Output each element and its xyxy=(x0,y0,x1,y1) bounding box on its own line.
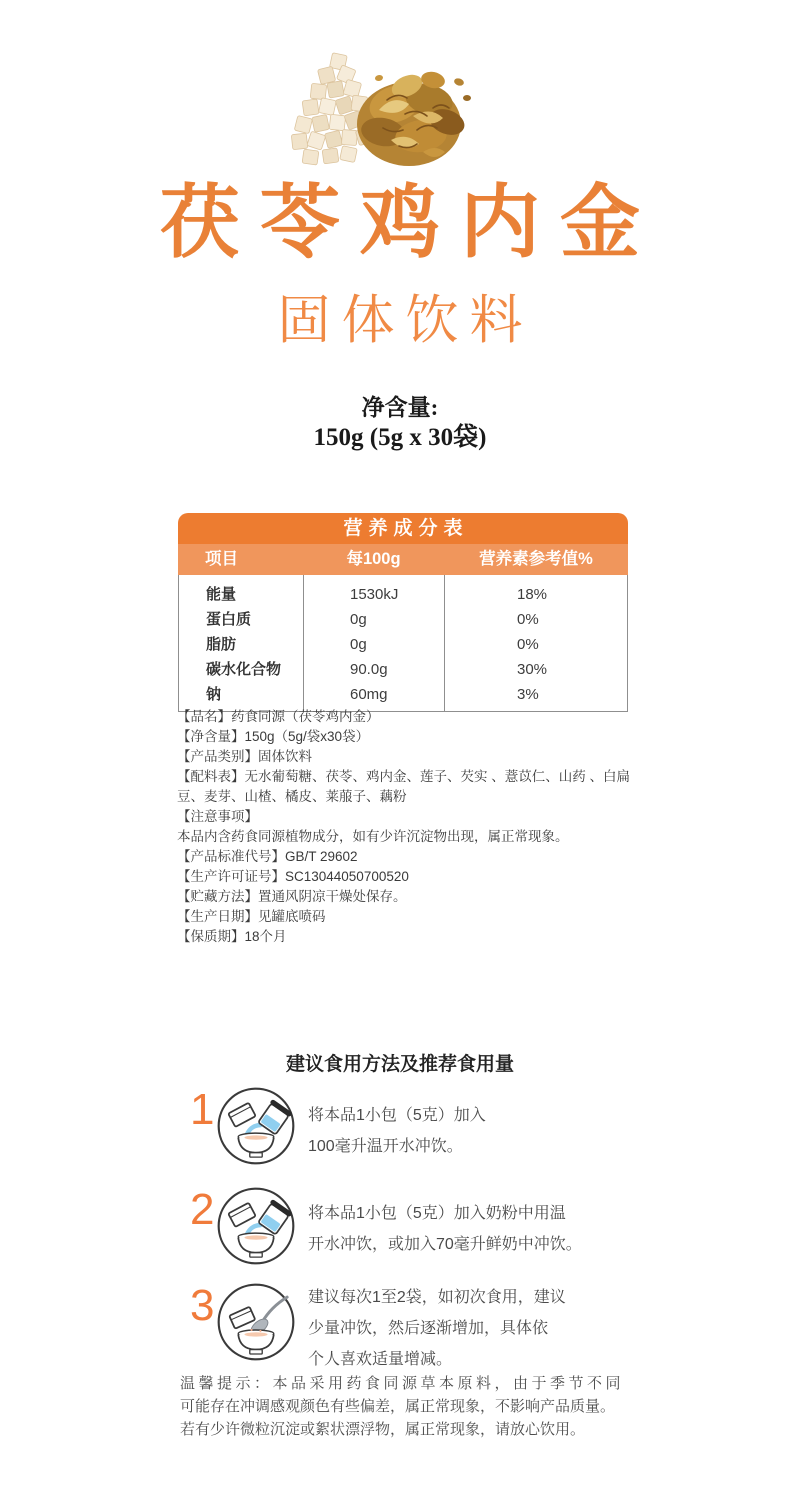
nutrition-item-name: 脂肪 xyxy=(206,636,237,653)
step-text-line: 建议每次1至2袋，如初次食用，建议 xyxy=(308,1289,566,1306)
nutrition-table xyxy=(178,513,628,712)
step-text-line: 将本品1小包（5克）加入奶粉中用温 xyxy=(308,1205,566,1222)
nutrition-per100g-value: 1530kJ xyxy=(350,586,399,603)
usage-step-3 xyxy=(190,1282,566,1375)
detail-line: 【贮藏方法】置通风阴凉干燥处保存。 xyxy=(177,889,407,904)
step-text-line: 个人喜欢适量增减。 xyxy=(308,1351,453,1368)
step-text-line: 开水冲饮，或加入70毫升鲜奶中冲饮。 xyxy=(308,1236,582,1253)
detail-line: 本品内含药食同源植物成分，如有少许沉淀物出现，属正常现象。 xyxy=(177,829,569,844)
sachet-spoon-bowl-icon xyxy=(216,1282,296,1362)
nutrition-nrv-value: 18% xyxy=(517,586,548,603)
nutrition-item-name: 钠 xyxy=(206,686,222,703)
step-number: 3 xyxy=(190,1281,215,1330)
net-content-value: 150g (5g x 30袋) xyxy=(313,424,487,451)
nutrition-body xyxy=(178,575,628,712)
net-content xyxy=(0,394,800,453)
tips-line: 可能存在冲调感观颜色有些偏差，属正常现象，不影响产品质量。 xyxy=(180,1398,616,1415)
detail-line: 【净含量】150g（5g/袋x30袋） xyxy=(177,729,370,744)
nutrition-item-column xyxy=(179,575,304,711)
tips-line: 温馨提示：本品采用药食同源草本原料，由于季节不同 xyxy=(180,1375,625,1392)
nutrition-per100g-value: 0g xyxy=(350,611,367,628)
product-details xyxy=(177,707,637,947)
step-text-line: 将本品1小包（5克）加入 xyxy=(308,1107,486,1124)
nutrition-item-name: 碳水化合物 xyxy=(206,661,282,678)
poria-and-gizzard-photo-icon xyxy=(283,20,473,170)
step-text xyxy=(308,1282,566,1375)
detail-line: 【产品标准代号】GB/T 29602 xyxy=(177,849,358,864)
step-text-line: 少量冲饮，然后逐渐增加，具体依 xyxy=(308,1320,549,1337)
nutrition-nrv-value: 0% xyxy=(517,636,539,653)
nutrition-per100g-value: 90.0g xyxy=(350,661,388,678)
nutrition-per100g-column xyxy=(304,575,445,711)
step-text-line: 100毫升温开水冲饮。 xyxy=(308,1138,463,1155)
tips-line: 若有少许微粒沉淀或絮状漂浮物，属正常现象，请放心饮用。 xyxy=(180,1421,586,1438)
detail-line: 【生产许可证号】SC13044050700520 xyxy=(177,869,409,884)
nutrition-header-nrv: 营养素参考值% xyxy=(479,550,593,568)
usage-step-2 xyxy=(190,1186,582,1266)
detail-line: 豆、麦芽、山楂、橘皮、莱菔子、藕粉 xyxy=(177,789,407,804)
detail-line: 【产品类别】固体饮料 xyxy=(177,749,312,764)
nutrition-nrv-column xyxy=(445,575,627,711)
detail-line: 【生产日期】见罐底喷码 xyxy=(177,909,326,924)
step-text xyxy=(308,1100,486,1162)
product-subtitle: 固体饮料 xyxy=(277,291,534,350)
step-text xyxy=(308,1198,582,1260)
step-number: 1 xyxy=(190,1085,215,1134)
nutrition-item-name: 能量 xyxy=(206,586,237,603)
usage-heading: 建议食用方法及推荐食用量 xyxy=(285,1054,514,1075)
detail-line: 【保质期】18个月 xyxy=(177,929,287,944)
nutrition-header-item: 项目 xyxy=(205,550,238,568)
nutrition-nrv-value: 0% xyxy=(517,611,539,628)
detail-line: 【品名】药食同源（茯苓鸡内金） xyxy=(177,709,380,724)
warm-tips xyxy=(180,1372,635,1441)
nutrition-header-per100g: 每100g xyxy=(346,550,401,568)
nutrition-per100g-value: 0g xyxy=(350,636,367,653)
detail-line: 【配料表】无水葡萄糖、茯苓、鸡内金、莲子、芡实 、薏苡仁、山药 、白扁 xyxy=(177,769,631,784)
nutrition-table-title: 营养成分表 xyxy=(178,513,628,544)
nutrition-item-name: 蛋白质 xyxy=(206,611,252,628)
detail-line: 【注意事项】 xyxy=(177,809,258,824)
sachet-cup-bowl-icon xyxy=(216,1086,296,1166)
usage-step-1 xyxy=(190,1086,486,1166)
net-content-label: 净含量: xyxy=(361,395,439,420)
nutrition-per100g-value: 60mg xyxy=(350,686,388,703)
nutrition-nrv-value: 30% xyxy=(517,661,548,678)
step-number: 2 xyxy=(190,1185,215,1234)
nutrition-nrv-value: 3% xyxy=(517,686,539,703)
nutrition-header-row xyxy=(178,544,628,575)
product-photo xyxy=(283,20,473,170)
product-title: 茯苓鸡内金 xyxy=(160,178,660,267)
sachet-cup-bowl-icon xyxy=(216,1186,296,1266)
